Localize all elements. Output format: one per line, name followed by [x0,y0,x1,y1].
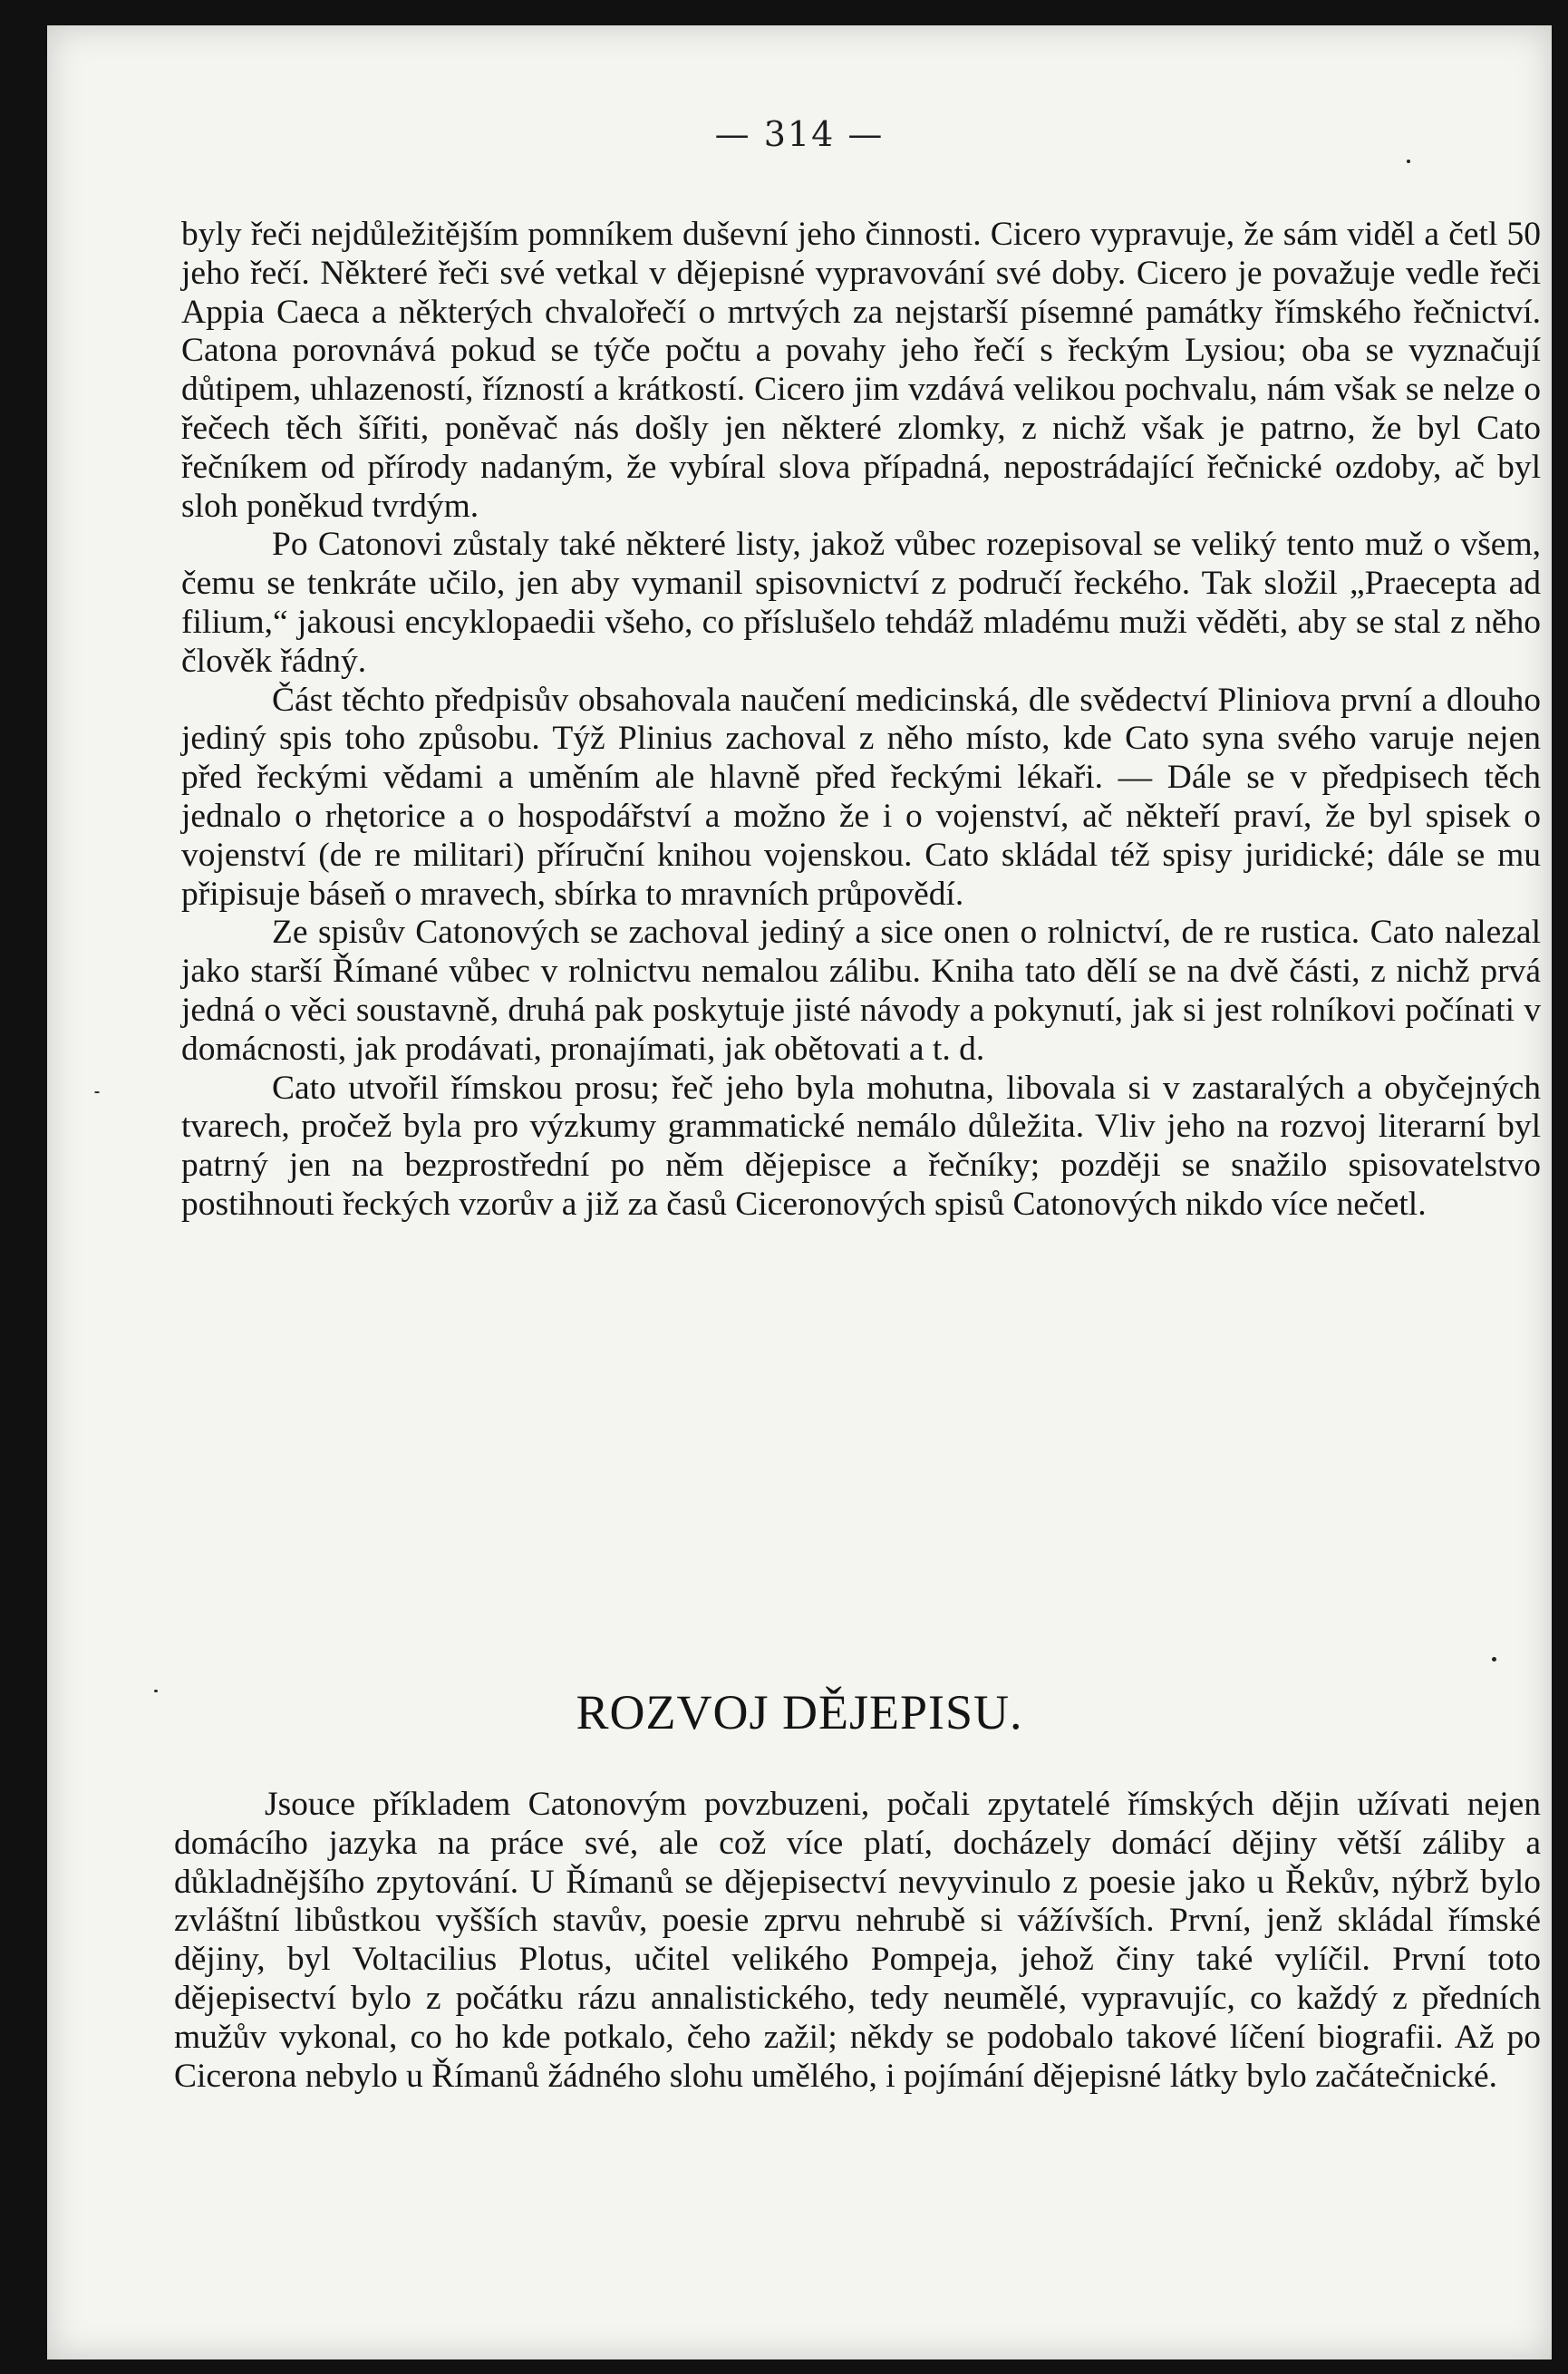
section-body-text [174,1786,1541,2096]
print-speck [1492,1657,1496,1662]
print-speck [94,1091,100,1093]
paragraph-5: Cato utvořil římskou prosu; řeč jeho byla mohutna, libovala si v zastaralých a obyčejných tvarech, pročež byla pro výzkumy grammatické nemálo důležita. Vliv jeho na rozvoj literarní byl patrný jen na bezprostřední po něm dějepisce a řečníky; později se snažilo spisovatelstvo postihnouti řeckých vzorův a již za časů Ciceronových spisů Catonových nikdo více nečetl. [181,1069,1541,1223]
book-page [47,25,1552,2359]
section-heading: ROZVOJ DĚJEPISU. [576,1685,1023,1739]
paragraph-4: Ze spisův Catonových se zachoval jediný a sice onen o rolnictví, de re rustica. Cato nalezal jako starší Římané vůbec v rolnictvu nemalou zálibu. Kniha tato dělí se na dvě části, z nichž prvá jedná o věci soustavně, druhá pak poskytuje jisté návody a pokynutí, jak si jest rolníkovi počínati v domácnosti, jak prodávati, pronajímati, jak obětovati a t. d. [181,914,1541,1068]
body-text [181,216,1541,1225]
section-paragraph-1: Jsouce příkladem Catonovým povzbuzeni, počali zpytatelé římských dějin užívati nejen domácího jazyka na práce své, ale což více platí, docházely domácí dějiny větší záliby a důkladnějšího zpytování. U Římanů se dějepisectví nevyvinulo z poesie jako u Řekův, nýbrž bylo zvláštní libůstkou vyšších stavův, poesie zprvu nehrubě si vážívších. První, jenž skládal římské dějiny, byl Voltacilius Plotus, učitel velikého Pompeja, jehož činy také vylíčil. První toto dějepisectví bylo z počátku rázu annalistického, tedy neumělé, vypravujíc, co každý z předních mužův vykonal, co ho kde potkalo, čeho zažil; někdy se podobalo takové líčení biografii. Až po Cicerona nebylo u Římanů žádného slohu umělého, i pojímání dějepisné látky bylo začátečnické. [174,1786,1541,2095]
page-number: — 314 — [714,114,885,154]
paragraph-1: byly řeči nejdůležitějším pomníkem duševní jeho činnosti. Cicero vypravuje, že sám viděl a četl 50 jeho řečí. Některé řeči své vetkal v dějepisné vypravování své doby. Cicero je považuje vedle řeči Appia Caeca a některých chvalořečí o mrtvých za nejstarší písemné památky římského řečnictví. Catona porovnává pokud se týče počtu a povahy jeho řečí s řeckým Lysiou; oba se vyznačují důtipem, uhlazeností, řízností a krátkostí. Cicero jim vzdává velikou pochvalu, nám však se nelze o řečech těch šířiti, poněvač nás došly jen některé zlomky, z nichž však je patrno, že byl Cato řečníkem od přírody nadaným, že vybíral slova případná, nepostrádající řečnické ozdoby, ač byl sloh poněkud tvrdým. [181,216,1541,525]
print-speck [154,1690,158,1692]
paragraph-3: Část těchto předpisův obsahovala naučení medicinská, dle svědectví Pliniova první a dlouho jediný spis toho způsobu. Týž Plinius zachoval z něho místo, kde Cato syna svého varuje nejen před řeckými vědami a uměním ale hlavně před řeckými lékaři. — Dále se v předpisech těch jednalo o rhętorice a o hospodářství a možno že i o vojenství, ač někteří praví, že byl spisek o vojenství (de re militari) příruční knihou vojenskou. Cato skládal též spisy juridické; dále se mu připisuje báseň o mravech, sbírka to mravních průpovědí. [181,681,1541,913]
paragraph-2: Po Catonovi zůstaly také některé listy, jakož vůbec rozepisoval se veliký tento muž o všem, čemu se tenkráte učilo, jen aby vymanil spisovnictví z područí řeckého. Tak složil „Praecepta ad filium,“ jakousi encyklopaedii všeho, co příslušelo tehdáž mladému muži věděti, aby se stal z něho člověk řádný. [181,526,1541,680]
print-speck [1407,160,1410,163]
